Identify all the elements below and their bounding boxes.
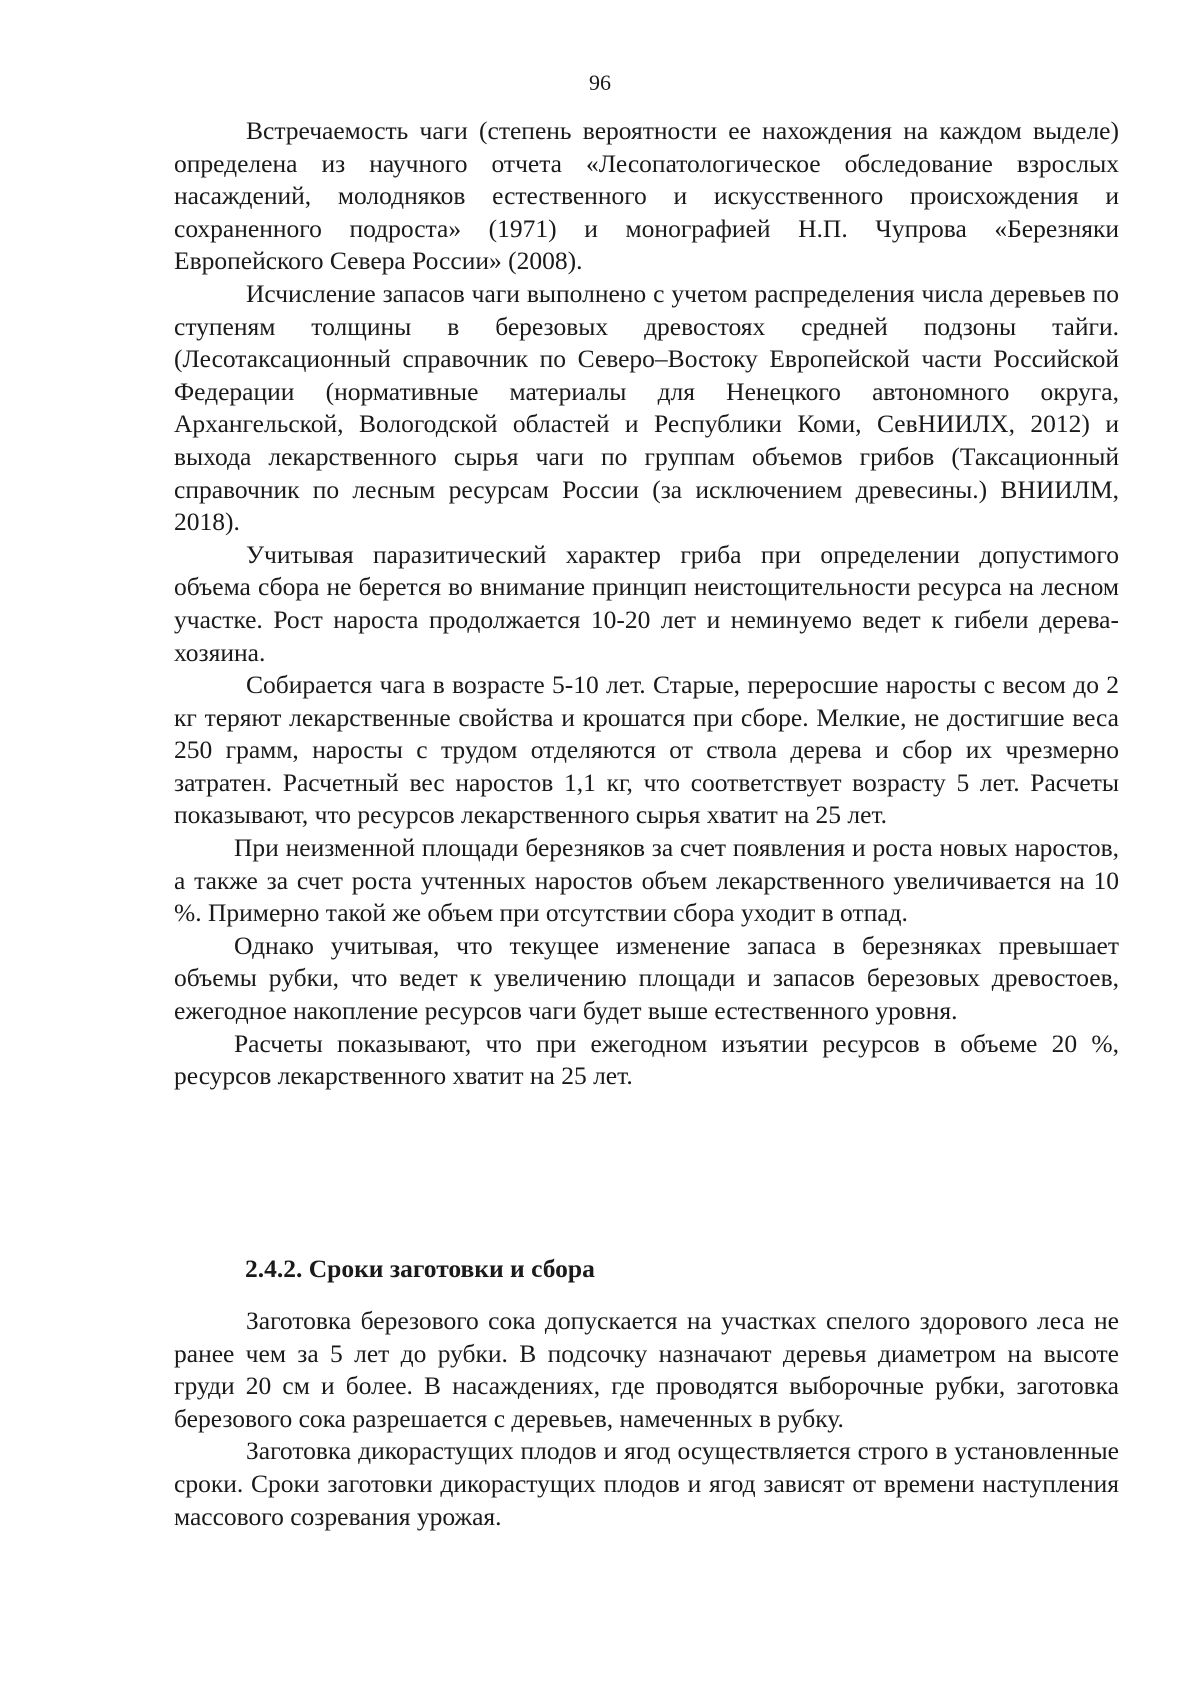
paragraph-birch-sap: Заготовка березового сока допускается на участках спелого здорового леса не ранее чем за 5 лет до рубки. В подсочку назначают деревья диаметром на высоте груди 20 см и более. В насаждениях, где проводятся выборочные рубки, заготовка березового сока разрешается с деревьев, намеченных в рубку. <box>174 1306 1119 1433</box>
section-chaga-resources <box>174 115 1119 1093</box>
paragraph-growth-rate: При неизменной площади березняков за счет появления и роста новых наростов, а также за счет роста учтенных наростов объем лекарственного увеличивается на 10 %. Примерно такой же объем при отсутствии сбора уходит в отпад. <box>174 833 1119 928</box>
paragraph-annual-withdrawal: Расчеты показывают, что при ежегодном изъятии ресурсов в объеме 20 %, ресурсов лекарственного хватит на 25 лет. <box>174 1028 1119 1091</box>
paragraph-collection-age: Собирается чага в возрасте 5-10 лет. Старые, переросшие наросты с весом до 2 кг теряют лекарственные свойства и крошатся при сборе. Мелкие, не достигшие веса 250 грамм, наросты с трудом отделяются от ствола дерева и сбор их чрезмерно затратен. Расчетный вес наростов 1,1 кг, что соответствует возрасту 5 лет. Расчеты показывают, что ресурсов лекарственного сырья хватит на 25 лет. <box>174 670 1119 830</box>
section-heading: 2.4.2. Сроки заготовки и сбора <box>245 1254 595 1283</box>
page-number: 96 <box>589 70 611 95</box>
paragraph-parasitic-character: Учитывая паразитический характер гриба при определении допустимого объема сбора не берется во внимание принцип неистощительности ресурса на лесном участке. Рост нароста продолжается 10-20 лет и неминуемо ведет к гибели дерева-хозяина. <box>174 539 1119 667</box>
paragraph-accumulation: Однако учитывая, что текущее изменение запаса в березняках превышает объемы рубки, что ведет к увеличению площади и запасов березовых древостоев, ежегодное накопление ресурсов чаги будет выше естественного уровня. <box>174 930 1119 1026</box>
paragraph-stock-calculation: Исчисление запасов чаги выполнено с учетом распределения числа деревьев по ступеням толщины в березовых древостоях средней подзоны тайги. (Лесотаксационный справочник по Северо–Востоку Европейской части Российской Федерации (нормативные материалы для Ненецкого автономного округа, Архангельской, Вологодской областей и Республики Коми, СевНИИЛХ, 2012) и выхода лекарственного сырья чаги по группам объемов грибов (Таксационный справочник по лесным ресурсам России (за исключением древесины.) ВНИИЛМ, 2018). <box>174 278 1119 537</box>
paragraph-occurrence: Встречаемость чаги (степень вероятности ее нахождения на каждом выделе) определена из научного отчета «Лесопатологическое обследование взрослых насаждений, молодняков естественного и искусственного происхождения и сохраненного подроста» (1971) и монографией Н.П. Чупрова «Березняки Европейского Севера России» (2008). <box>174 116 1119 276</box>
section-harvest-terms <box>174 1305 1119 1533</box>
paragraph-wild-berries: Заготовка дикорастущих плодов и ягод осуществляется строго в установленные сроки. Сроки заготовки дикорастущих плодов и ягод зависят от времени наступления массового созревания урожая. <box>174 1436 1119 1531</box>
